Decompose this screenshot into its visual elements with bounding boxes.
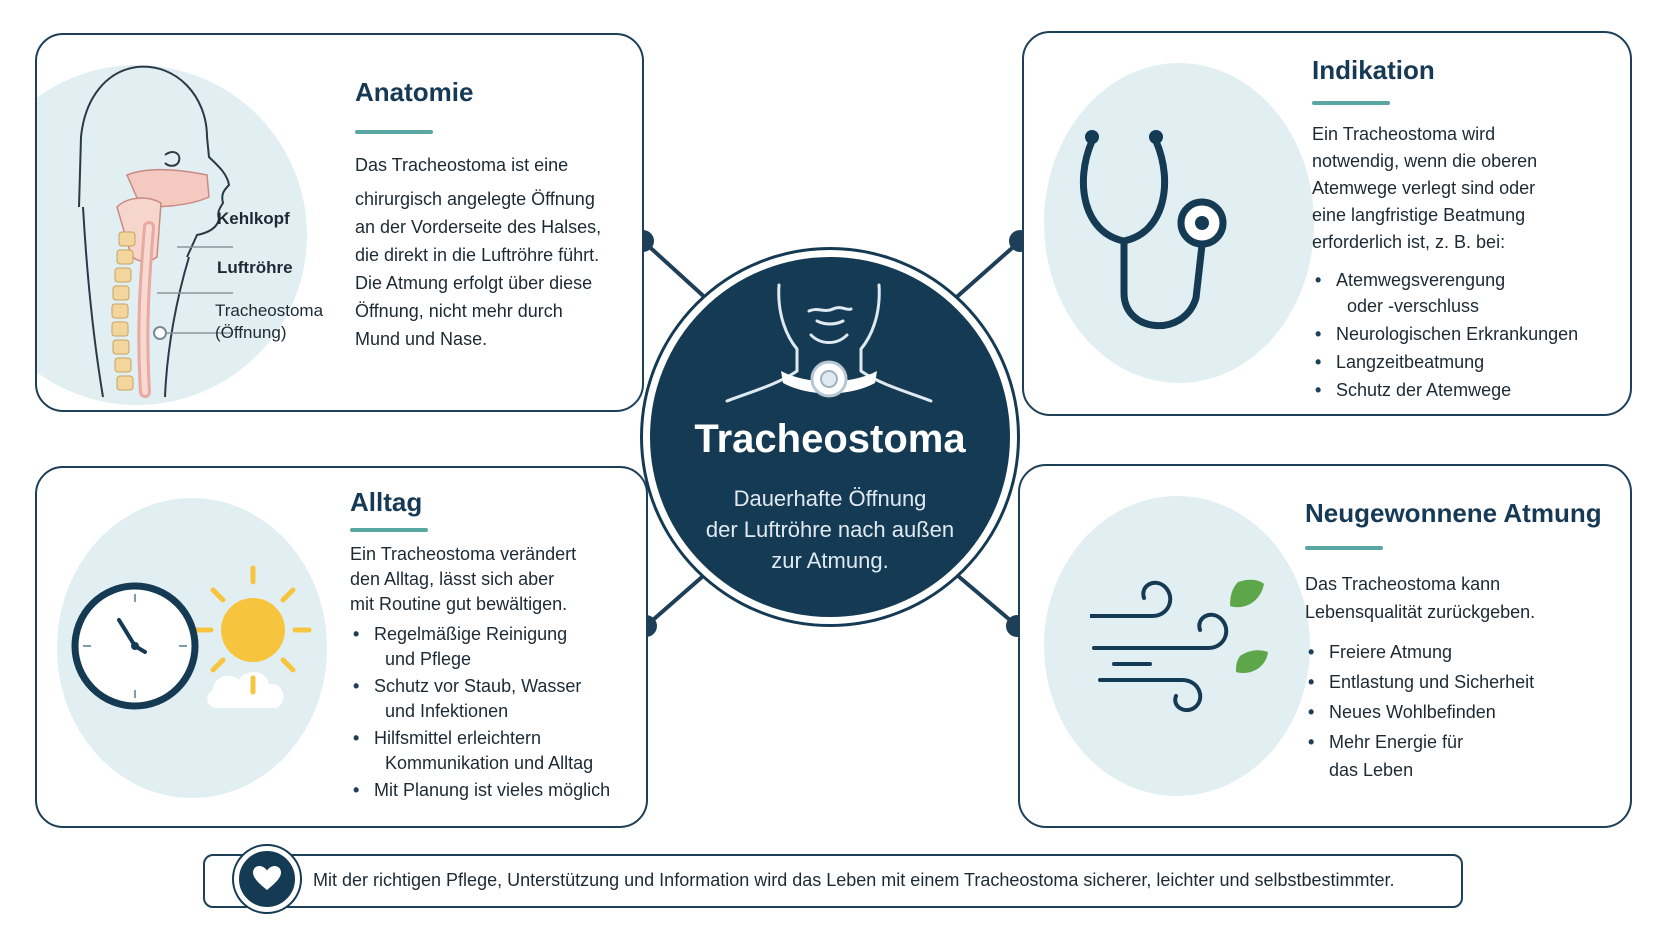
neck-tracheostomy-icon [717,275,943,415]
stethoscope-icon [1064,123,1264,353]
title-underline [355,130,433,134]
body-line: die direkt in die Luftröhre führt. [355,245,600,265]
title-underline [350,528,428,532]
list-item [1312,377,1578,403]
list-item [350,622,610,672]
bullet-line: das Leben [1329,760,1414,780]
body-line: den Alltag, lässt sich aber [350,569,555,589]
bullet-line: • Schutz vor Staub, Wasser [374,676,582,696]
footer-text: Mit der richtigen Pflege, Unterstützung und Information wird das Leben mit einem Tracheostoma sicherer, leichter und selbstbestimmter. [313,870,1395,890]
list-item [350,778,610,803]
list-item [1305,698,1534,726]
card-body-alltag [350,542,576,617]
bullet-line: Kommunikation und Alltag [385,753,594,773]
bullet-line: • Entlastung und Sicherheit [1329,672,1535,692]
card-anatomie [35,33,644,412]
list-item [1305,638,1534,666]
label-kehlkopf: Kehlkopf [217,209,290,228]
bullet-line: • Atemwegsverengung [1336,270,1506,290]
body-line: erforderlich ist, z. B. bei: [1312,232,1506,252]
label-oeffnung: (Öffnung) [215,323,287,342]
wind-leaves-icon [1090,576,1270,716]
list-item [1312,349,1578,375]
label-luftroehre: Luftröhre [217,258,293,277]
label-tracheostoma: Tracheostoma [215,301,324,320]
card-title-indikation: Indikation [1312,55,1435,85]
bullet-line: oder -verschluss [1347,296,1480,316]
bullet-line: • Neues Wohlbefinden [1329,702,1496,722]
footer-heart-badge [234,846,300,912]
clock-sun-icon [67,558,327,728]
subtitle-line: zur Atmung. [771,548,889,573]
body-line: Lebensqualität zurückgeben. [1305,602,1536,622]
body-line: Öffnung, nicht mehr durch [355,301,563,321]
body-line: Die Atmung erfolgt über diese [355,273,593,293]
list-item [1305,668,1534,696]
body-line: Mund und Nase. [355,329,488,349]
card-title-atmung: Neugewonnene Atmung [1305,498,1602,528]
list-item [1312,267,1578,319]
card-alltag [35,466,648,828]
bullet-line: und Pflege [385,649,472,669]
bullet-line: • Schutz der Atemwege [1336,380,1512,400]
body-line: Das Tracheostoma kann [1305,574,1501,594]
center-title: Tracheostoma [694,417,966,461]
title-underline [1305,546,1383,550]
body-line: Das Tracheostoma ist eine [355,155,569,175]
footer-banner [203,854,1463,908]
center-subtitle [690,483,970,576]
center-circle [643,250,1017,624]
card-body-anatomie [355,151,601,353]
bullet-line: • Mit Planung ist vieles möglich [374,780,611,800]
bullet-line: • Hilfsmittel erleichtern [374,728,542,748]
body-line: Ein Tracheostoma verändert [350,544,577,564]
bullet-line: • Freiere Atmung [1329,642,1453,662]
alltag-bullets [350,622,610,805]
heart-icon [253,866,281,892]
title-underline [1312,101,1390,105]
bullet-line: und Infektionen [385,701,509,721]
bullet-line: • Regelmäßige Reinigung [374,624,568,644]
subtitle-line: Dauerhafte Öffnung [733,486,927,511]
bullet-line: • Langzeitbeatmung [1336,352,1485,372]
list-item [350,726,610,776]
body-line: mit Routine gut bewältigen. [350,594,568,614]
card-atmung [1018,464,1632,828]
body-line: Ein Tracheostoma wird [1312,124,1496,144]
list-item [1305,728,1534,784]
list-item [350,674,610,724]
body-line: chirurgisch angelegte Öffnung [355,189,595,209]
card-title-anatomie: Anatomie [355,77,474,107]
head-profile-anatomy-icon [57,57,247,412]
body-line: Atemwege verlegt sind oder [1312,178,1536,198]
bullet-line: • Neurologischen Erkrankungen [1336,324,1579,344]
subtitle-line: der Luftröhre nach außen [705,517,955,542]
card-body-indikation [1312,121,1537,256]
card-indikation [1022,31,1632,416]
body-line: an der Vorderseite des Halses, [355,217,602,237]
card-body-atmung [1305,570,1535,626]
indikation-bullets [1312,267,1578,405]
card-title-alltag: Alltag [350,487,423,517]
bullet-line: • Mehr Energie für [1329,732,1464,752]
list-item [1312,321,1578,347]
body-line: notwendig, wenn die oberen [1312,151,1538,171]
atmung-bullets [1305,638,1534,786]
body-line: eine langfristige Beatmung [1312,205,1526,225]
